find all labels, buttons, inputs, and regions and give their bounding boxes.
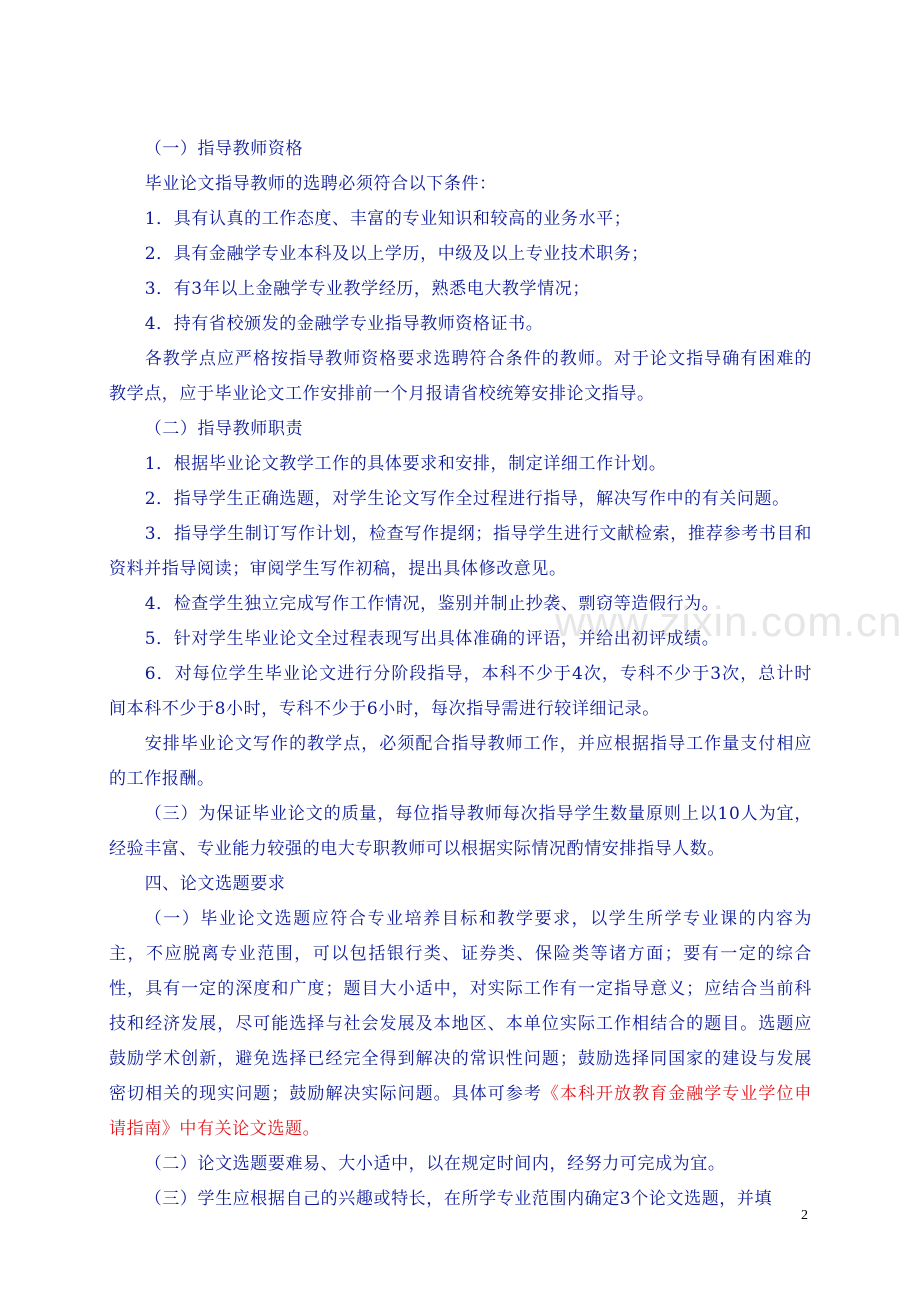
list-item: 2．指导学生正确选题，对学生论文写作全过程进行指导，解决写作中的有关问题。 xyxy=(144,489,790,509)
paragraph: 安排毕业论文写作的教学点，必须配合指导教师工作，并应根据指导工作量支付相应的工作报酬。 xyxy=(109,734,812,789)
page-number: 2 xyxy=(801,1208,808,1223)
paragraph-text: （一）毕业论文选题应符合专业培养目标和教学要求，以学生所学专业课的内容为主，不应脱离专业范围，可以包括银行类、证券类、保险类等诸方面；要有一定的综合性，具有一定的深度和广度；题目大小适中，对实际工作有一定指导意义；应结合当前科技和经济发展，尽可能选择与社会发展及本地区、本单位实际工作相结合的题目。选题应鼓励学术创新，避免选择已经完全得到解决的常识性问题；鼓励选择同国家的建设与发展密切相关的现实问题；鼓励解决实际问题。具体可参考 xyxy=(109,909,812,1104)
paragraph: （二）论文选题要难易、大小适中，以在规定时间内，经努力可完成为宜。 xyxy=(144,1154,726,1174)
paragraph-topic-selection xyxy=(109,902,812,1147)
paragraph: （三）学生应根据自己的兴趣或特长，在所学专业范围内确定3个论文选题，并填 xyxy=(144,1189,773,1209)
list-item: 3．指导学生制订写作计划，检查写作提纲；指导学生进行文献检索，推荐参考书目和资料并指导阅读；审阅学生写作初稿，提出具体修改意见。 xyxy=(109,524,812,579)
watermark: www.zixin.com.cn xyxy=(555,598,903,645)
paragraph: （三）为保证毕业论文的质量，每位指导教师每次指导学生数量原则上以10人为宜，经验丰富、专业能力较强的电大专职教师可以根据实际情况酌情安排指导人数。 xyxy=(109,804,812,859)
list-item: 4．持有省校颁发的金融学专业指导教师资格证书。 xyxy=(144,314,544,334)
list-item: 6．对每位学生毕业论文进行分阶段指导，本科不少于4次，专科不少于3次，总计时间本科不少于8小时，专科不少于6小时，每次指导需进行较详细记录。 xyxy=(109,664,812,719)
section-heading-advisor-duties: （二）指导教师职责 xyxy=(144,419,304,439)
section-heading-topic-requirements: 四、论文选题要求 xyxy=(144,874,286,894)
highlighted-reference: 《本科开放教育金融学专业学位申请指南》中有关论文选题。 xyxy=(109,1084,813,1139)
section-heading-advisor-qualifications: （一）指导教师资格 xyxy=(144,139,304,159)
paragraph: 各教学点应严格按指导教师资格要求选聘符合条件的教师。对于论文指导确有困难的教学点，应于毕业论文工作安排前一个月报请省校统筹安排论文指导。 xyxy=(109,349,812,404)
document-body xyxy=(109,132,812,1217)
list-item: 1．根据毕业论文教学工作的具体要求和安排，制定详细工作计划。 xyxy=(144,454,667,474)
list-item: 2．具有金融学专业本科及以上学历，中级及以上专业技术职务； xyxy=(144,244,649,264)
list-item: 5．针对学生毕业论文全过程表现写出具体准确的评语，并给出初评成绩。 xyxy=(144,629,720,649)
list-item: 1．具有认真的工作态度、丰富的专业知识和较高的业务水平； xyxy=(144,209,632,229)
paragraph: 毕业论文指导教师的选聘必须符合以下条件： xyxy=(144,174,497,194)
list-item: 4．检查学生独立完成写作工作情况，鉴别并制止抄袭、剽窃等造假行为。 xyxy=(144,594,720,614)
list-item: 3．有3年以上金融学专业教学经历，熟悉电大教学情况； xyxy=(144,279,590,299)
